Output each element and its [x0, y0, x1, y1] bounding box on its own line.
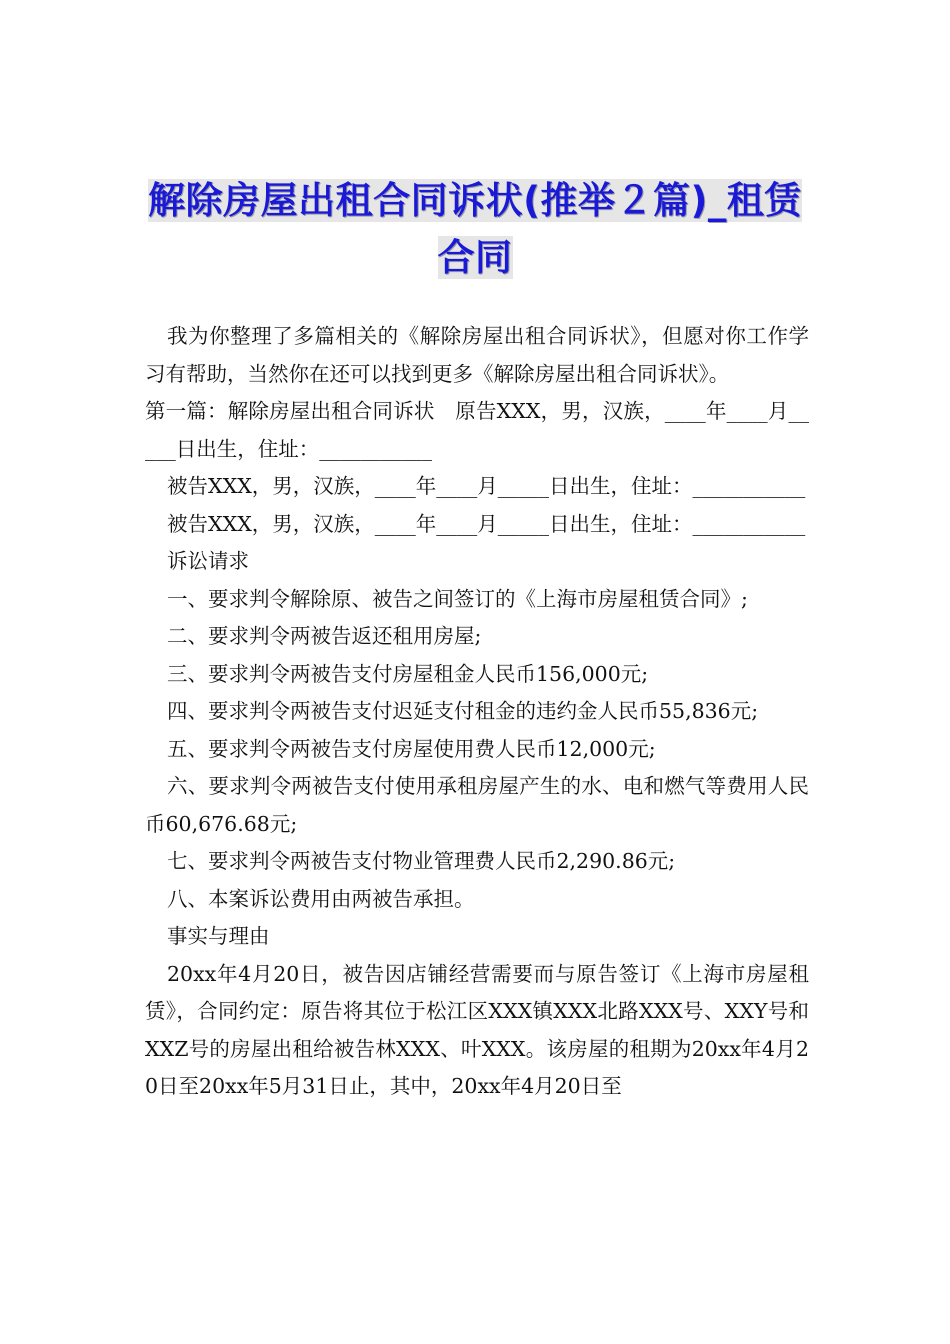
defendant-line-1: 被告XXX，男，汉族，____年____月_____日出生，住址：___________ [167, 474, 806, 498]
claims-heading: 诉讼请求 [167, 549, 249, 573]
facts-heading: 事实与理由 [167, 924, 270, 948]
claim-item: 五、要求判令两被告支付房屋使用费人民币12,000元; [167, 736, 656, 761]
claim-item: 二、要求判令两被告返还租用房屋; [167, 624, 482, 648]
claim-item: 三、要求判令两被告支付房屋租金人民币156,000元; [167, 661, 649, 686]
title-block [145, 172, 805, 286]
claim-item: 七、要求判令两被告支付物业管理费人民币2,290.86元; [167, 849, 676, 873]
defendant-line-2: 被告XXX，男，汉族，____年____月_____日出生，住址：___________ [167, 511, 806, 536]
facts-paragraph: 20xx年4月20日，被告因店铺经营需要而与原告签订《上海市房屋租赁》，合同约定：原告将其位于松江区XXX镇XXX北路XXX号、XXY号和XXZ号的房屋出租给被告林XXX、叶XXX。该房屋的租期为20xx年4月20日至20xx年5月31日止，其中，20xx年4月20日至 [145, 961, 809, 1098]
intro-paragraph: 我为你整理了多篇相关的《解除房屋出租合同诉状》，但愿对你工作学习有帮助，当然你在还可以找到更多《解除房屋出租合同诉状》。 [145, 324, 809, 386]
section-heading-plaintiff: 第一篇：解除房屋出租合同诉状 原告XXX，男，汉族，____年____月_____日出生，住址：___________ [145, 399, 809, 461]
claim-item: 四、要求判令两被告支付迟延支付租金的违约金人民币55,836元; [167, 699, 759, 723]
claim-item: 八、本案诉讼费用由两被告承担。 [167, 886, 475, 911]
claim-item: 六、要求判令两被告支付使用承租房屋产生的水、电和燃气等费用人民币60,676.68元; [145, 774, 809, 836]
claim-item: 一、要求判令解除原、被告之间签订的《上海市房屋租赁合同》; [167, 586, 748, 611]
document-title: 解除房屋出租合同诉状(推举２篇)_租赁合同 [148, 179, 802, 279]
document-body [145, 318, 809, 1106]
